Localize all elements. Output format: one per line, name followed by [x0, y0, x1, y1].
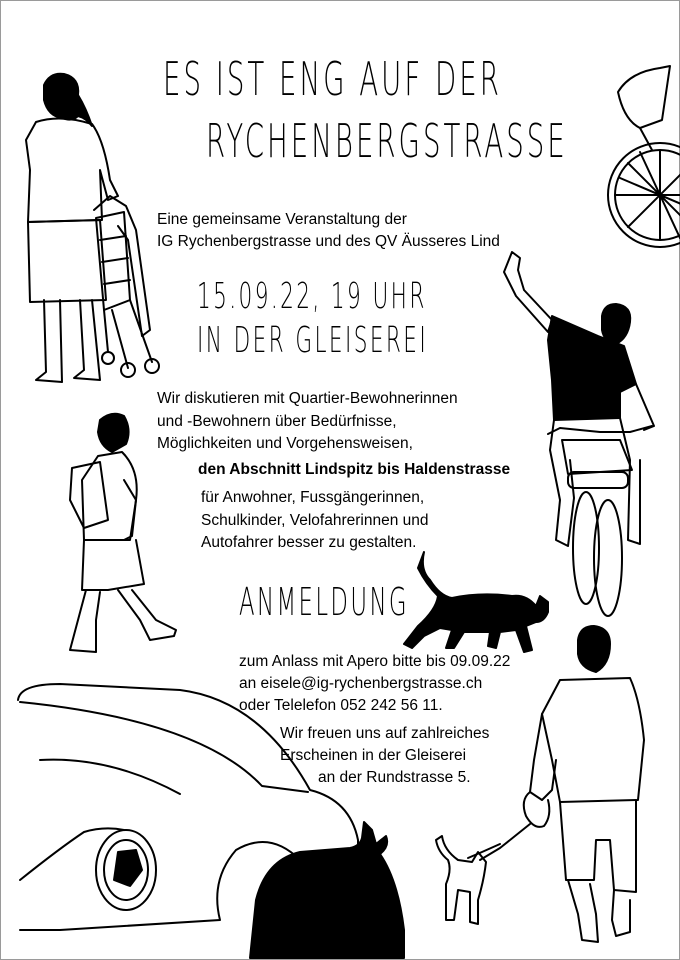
registration-phone: oder Telelefon 052 242 56 11. — [239, 697, 443, 714]
discussion-line-5: Schulkinder, Velofahrerinnen und — [201, 512, 429, 529]
title-line-2: RYCHENBERGSTRASSE — [206, 114, 568, 168]
intro-line-2: IG Rychenbergstrasse und des QV Äusseres Lind — [157, 233, 500, 250]
registration-line-1: zum Anlass mit Apero bitte bis 09.09.22 — [239, 653, 511, 670]
discussion-line-6: Autofahrer besser zu gestalten. — [201, 534, 417, 551]
bicycle-wheel-corner-illustration — [608, 66, 680, 247]
title-line-1: ES IST ENG AUF DER — [163, 52, 502, 106]
woman-with-stroller-illustration — [26, 74, 159, 382]
closing-address: an der Rundstrasse 5. — [318, 769, 471, 786]
discussion-highlight: den Abschnitt Lindspitz bis Haldenstrasse — [198, 461, 511, 478]
closing-line-1: Wir freuen uns auf zahlreiches — [280, 725, 490, 742]
discussion-line-4: für Anwohner, Fussgängerinnen, — [201, 489, 425, 506]
event-location: IN DER GLEISEREI — [197, 320, 429, 361]
registration-email: an eisele@ig-rychenbergstrasse.ch — [239, 675, 483, 692]
registration-heading: ANMELDUNG — [239, 580, 410, 624]
man-walking-dog-illustration — [524, 626, 644, 942]
closing-line-2: Erscheinen in der Gleiserei — [280, 747, 467, 764]
discussion-line-3: Möglichkeiten und Vorgehensweisen, — [157, 435, 413, 452]
intro-line-1: Eine gemeinsame Veranstaltung der — [157, 211, 407, 228]
event-date-time: 15.09.22, 19 UHR — [197, 276, 427, 317]
discussion-line-1: Wir diskutieren mit Quartier-Bewohnerinnen — [157, 390, 458, 407]
black-cat-illustration — [404, 552, 548, 652]
cyclist-waving-illustration — [504, 252, 654, 616]
dog-illustration — [436, 824, 530, 924]
discussion-line-2: und -Bewohnern über Bedürfnisse, — [157, 413, 397, 430]
